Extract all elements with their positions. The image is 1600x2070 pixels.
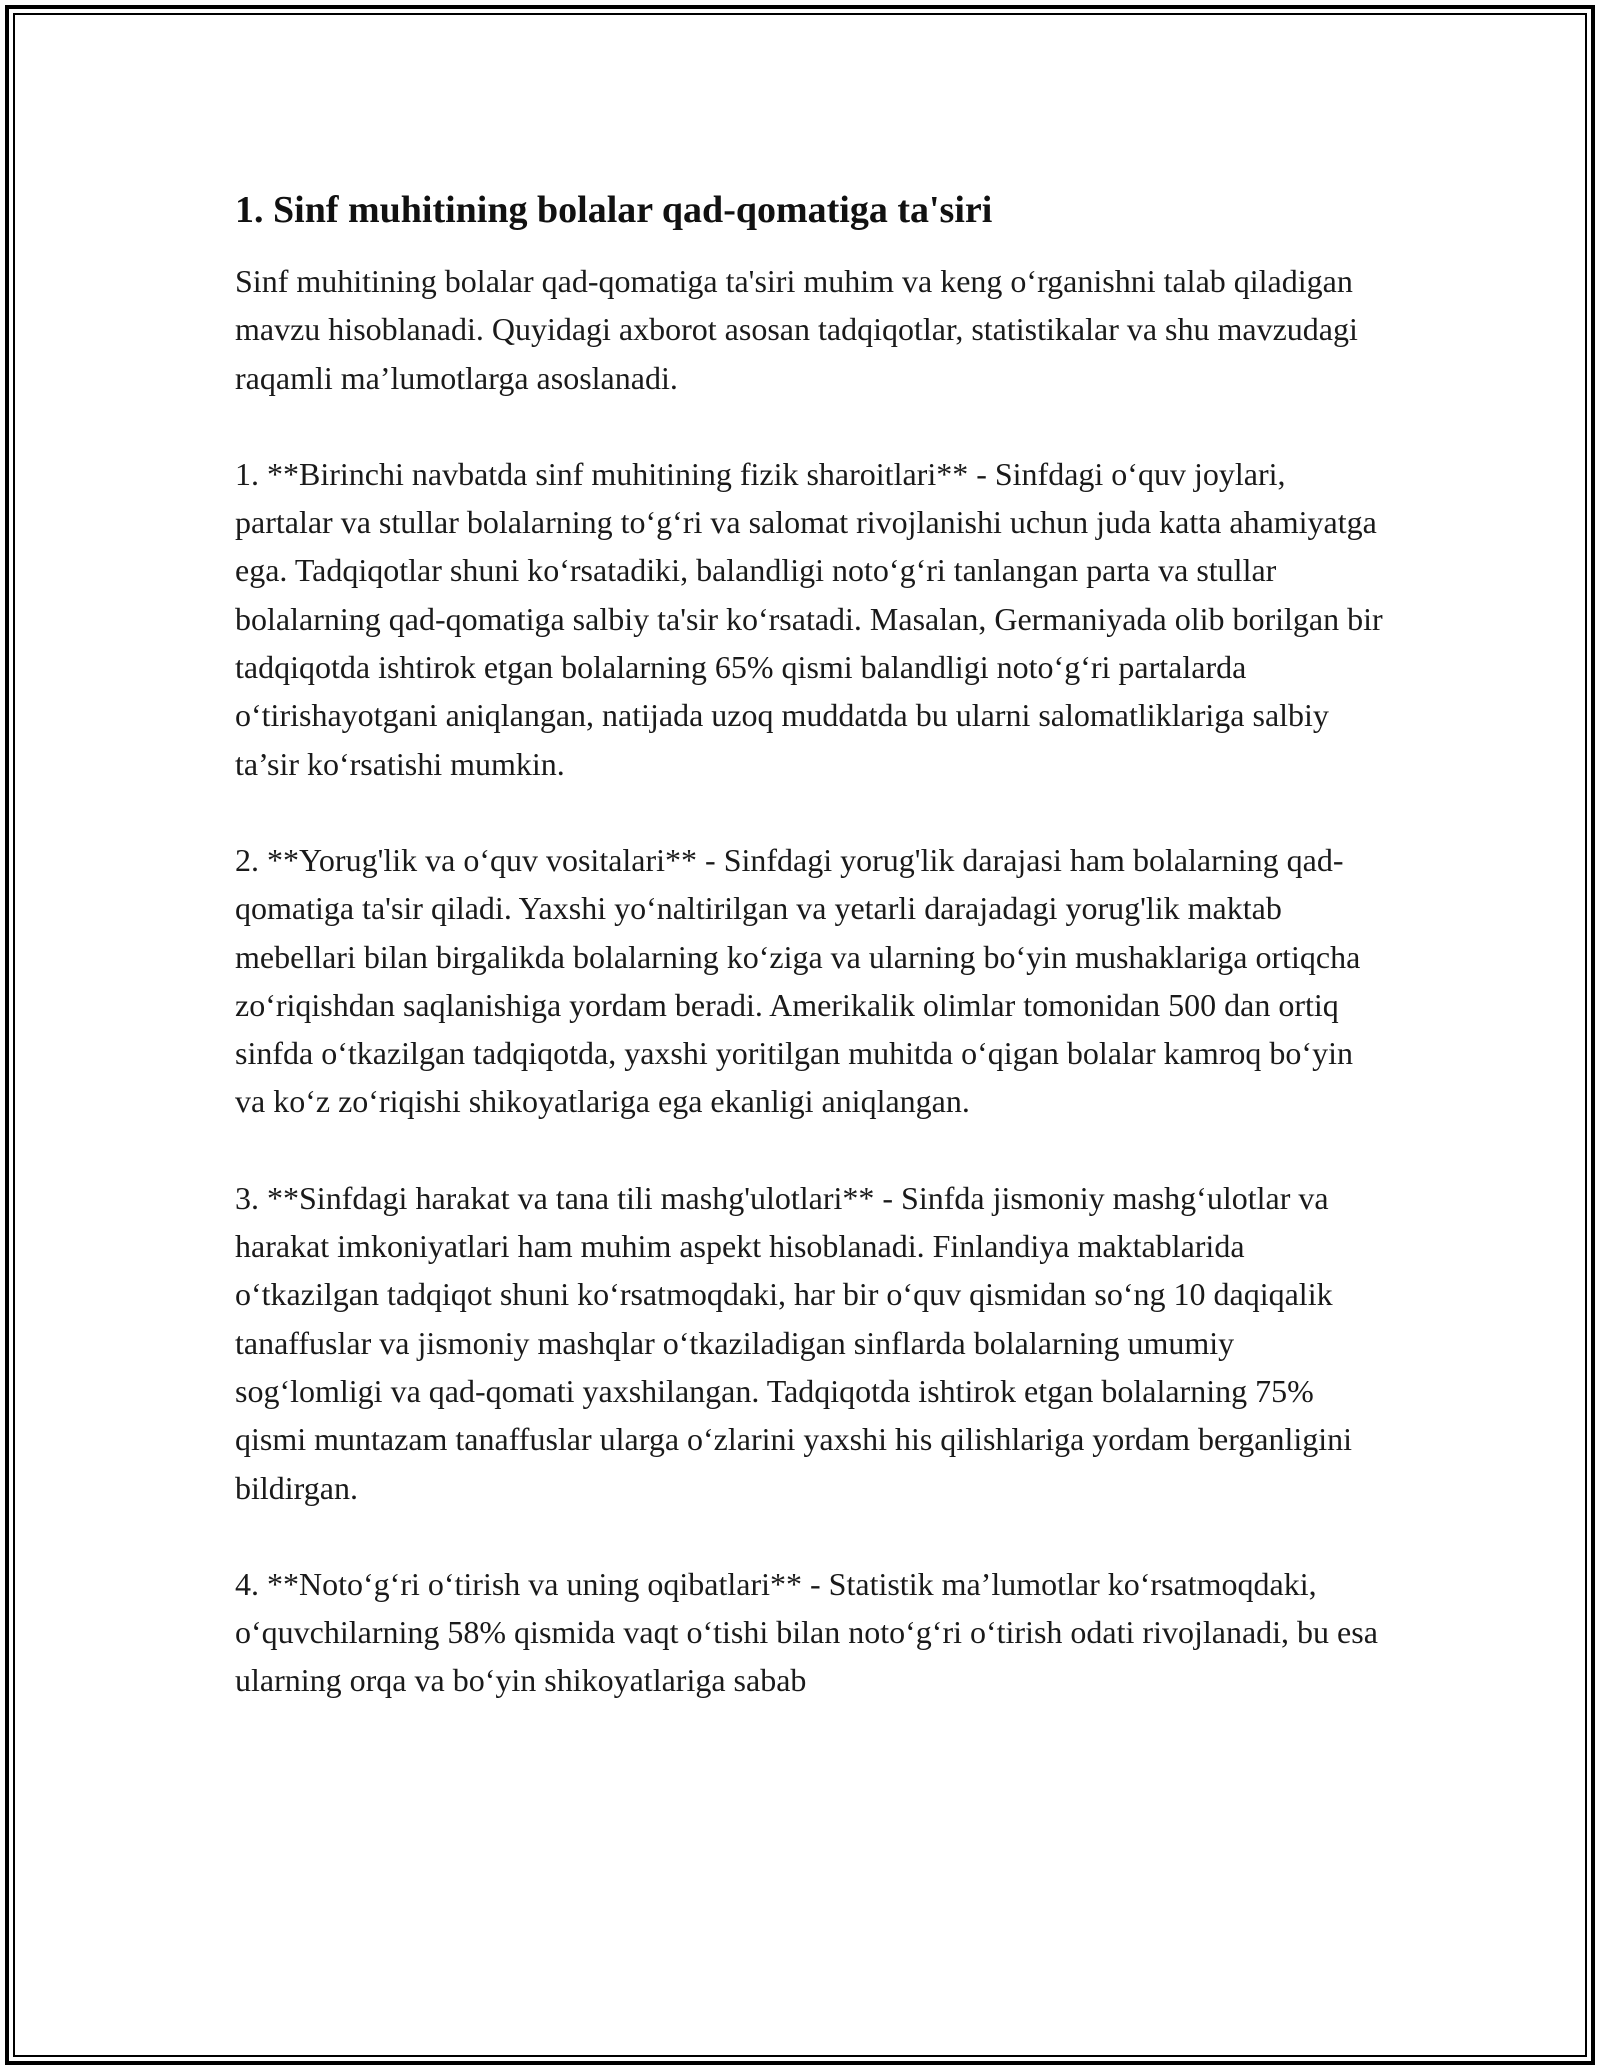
paragraph-lighting: 2. **Yorug'lik va o‘quv vositalari** - Sinfdagi yorug'lik darajasi ham bolalarning qad-qomatiga ta'sir qiladi. Yaxshi yo‘naltirilgan va yetarli darajadagi yorug'lik maktab mebellari bilan birgalikda bolalarning ko‘ziga va ularning bo‘yin mushaklariga ortiqcha zo‘riqishdan saqlanishiga yordam beradi. Amerikalik olimlar tomonidan 500 dan ortiq sinfda o‘tkazilgan tadqiqotda, yaxshi yoritilgan muhitda o‘qigan bolalar kamroq bo‘yin va ko‘z zo‘riqishi shikoyatlariga ega ekanligi aniqlangan.	[235, 841, 1361, 1120]
paragraph-movement: 3. **Sinfdagi harakat va tana tili mashg'ulotlari** - Sinfda jismoniy mashg‘ulotlar va harakat imkoniyatlari ham muhim aspekt hisoblanadi. Finlandiya maktablarida o‘tkazilgan tadqiqot shuni ko‘rsatmoqdaki, har bir o‘quv qismidan so‘ng 10 daqiqalik tanaffuslar va jismoniy mashqlar o‘tkaziladigan sinflarda bolalarning umumiy sog‘lomligi va qad-qomati yaxshilangan. Tadqiqotda ishtirok etgan bolalarning 75% qismi muntazam tanaffuslar ularga o‘zlarini yaxshi his qilishlariga yordam berganligini bildirgan.	[235, 1179, 1353, 1506]
document-title: 1. Sinf muhitining bolalar qad-qomatiga ta'siri	[235, 189, 993, 231]
paragraph-posture: 4. **Noto‘g‘ri o‘tirish va uning oqibatlari** - Statistik ma’lumotlar ko‘rsatmoqdaki, o‘quvchilarning 58% qismida vaqt o‘tishi bilan noto‘g‘ri o‘tirish odati rivojlanadi, bu esa ularning orqa va bo‘yin shikoyatlariga sabab	[235, 1565, 1378, 1699]
document-body	[235, 185, 1385, 1705]
paragraph-physical-conditions: 1. **Birinchi navbatda sinf muhitining fizik sharoitlari** - Sinfdagi o‘quv joylari, partalar va stullar bolalarning to‘g‘ri va salomat rivojlanishi uchun juda katta ahamiyatga ega. Tadqiqotlar shuni ko‘rsatadiki, balandligi noto‘g‘ri tanlangan parta va stullar bolalarning qad-qomatiga salbiy ta'sir ko‘rsatadi. Masalan, Germaniyada olib borilgan bir tadqiqotda ishtirok etgan bolalarning 65% qismi balandligi noto‘g‘ri partalarda o‘tirishayotgani aniqlangan, natijada uzoq muddatda bu ularni salomatliklariga salbiy ta’sir ko‘rsatishi mumkin.	[235, 455, 1383, 782]
paragraph-intro: Sinf muhitining bolalar qad-qomatiga ta'siri muhim va keng o‘rganishni talab qiladigan mavzu hisoblanadi. Quyidagi axborot asosan tadqiqotlar, statistikalar va shu mavzudagi raqamli ma’lumotlarga asoslanadi.	[235, 263, 1358, 396]
